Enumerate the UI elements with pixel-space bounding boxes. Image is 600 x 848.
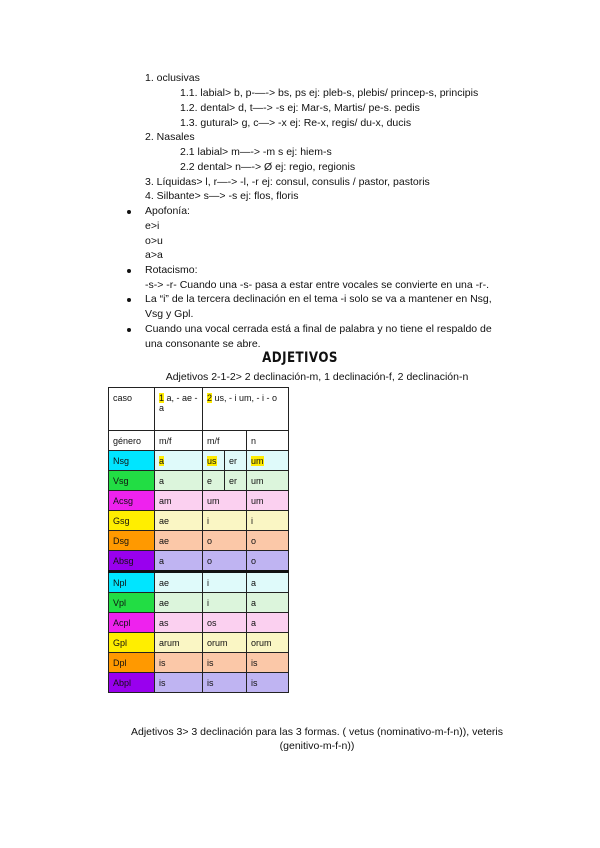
table-row (109, 593, 289, 613)
rotacismo-text: -s-> -r- Cuando una -s- pasa a estar entre vocales se convierte en una -r-. (145, 279, 490, 291)
cell-text: Abpl (113, 677, 132, 688)
table-cell (203, 451, 225, 471)
cell-text: ae (159, 515, 170, 526)
cell-text: i (251, 515, 253, 526)
outline-nasales: 2. Nasales (145, 131, 195, 143)
cell-text: orum (251, 637, 272, 648)
table-row (109, 572, 289, 593)
cell-text: a (251, 617, 257, 628)
cell-text: um (251, 495, 264, 506)
header-number: 1 (159, 393, 165, 403)
table-cell (155, 471, 203, 491)
case-label (109, 551, 155, 572)
table-row (109, 511, 289, 531)
cell-text: Gpl (113, 637, 128, 648)
section-subtitle: Adjetivos 2-1-2> 2 declinación-m, 1 declinación-f, 2 declinación-n (165, 371, 469, 383)
table-cell (247, 491, 289, 511)
table-cell (203, 491, 247, 511)
table-cell (247, 653, 289, 673)
cell-text: Gsg (113, 515, 130, 526)
table-cell (247, 593, 289, 613)
table-row (109, 653, 289, 673)
rotacismo-label: Rotacismo: (145, 264, 198, 276)
table-cell (203, 572, 247, 593)
cell-text: is (251, 677, 258, 688)
table-row (109, 451, 289, 471)
cell-text: ae (159, 535, 170, 546)
case-label (109, 653, 155, 673)
footer-line1: Adjetivos 3> 3 declinación para las 3 formas. ( vetus (nominativo-m-f-n)), veteris (130, 726, 504, 738)
outline-gutural: 1.3. gutural> g, c—> -x ej: Re-x, regis/ du-x, ducis (180, 117, 412, 129)
cell-text: us (207, 455, 217, 466)
table-cell (203, 511, 247, 531)
bullet-icon (127, 269, 131, 273)
table-row (109, 613, 289, 633)
table-cell (155, 531, 203, 551)
cell-text: a (251, 577, 257, 588)
cell-text: Dsg (113, 535, 130, 546)
cell-text: a (159, 475, 165, 486)
bullet-icon (127, 328, 131, 332)
table-cell (247, 551, 289, 572)
case-label (109, 471, 155, 491)
cell-text: as (159, 617, 169, 628)
section-title: ADJETIVOS (262, 350, 338, 366)
cell-text: a (159, 555, 165, 566)
table-cell (155, 572, 203, 593)
case-label (109, 491, 155, 511)
table-cell (247, 673, 289, 693)
table-cell (155, 633, 203, 653)
outline-oclusivas: 1. oclusivas (145, 72, 200, 84)
cell-text: er (229, 475, 238, 486)
genero-row (109, 431, 289, 451)
table-cell (247, 613, 289, 633)
cell-text: i (207, 515, 209, 526)
cell-text: ae (159, 597, 170, 608)
table-cell (247, 531, 289, 551)
declension-table (108, 387, 289, 693)
table-cell (203, 673, 247, 693)
table-header-row (109, 388, 289, 431)
table-cell (155, 451, 203, 471)
cell-text: is (159, 677, 166, 688)
cell-text: Nsg (113, 455, 130, 466)
cell-text: arum (159, 637, 180, 648)
cell-text: o (251, 555, 257, 566)
table-row (109, 551, 289, 572)
table-cell (203, 551, 247, 572)
header-second-declension (203, 388, 289, 431)
table-cell (203, 653, 247, 673)
table-row (109, 633, 289, 653)
table-cell (247, 633, 289, 653)
cell-text: Dpl (113, 657, 127, 668)
case-label (109, 572, 155, 593)
table-cell (203, 613, 247, 633)
cell-text: is (207, 677, 214, 688)
table-cell (155, 653, 203, 673)
header-first-declension (155, 388, 203, 431)
cell-text: Acpl (113, 617, 131, 628)
cell-text: i (207, 597, 209, 608)
table-row (109, 531, 289, 551)
table-cell (225, 451, 247, 471)
table-cell (155, 593, 203, 613)
outline-nasal-dental: 2.2 dental> n—-> Ø ej: regio, regionis (180, 161, 356, 173)
table-row (109, 471, 289, 491)
cell-text: Vsg (113, 475, 129, 486)
cell-text: i (207, 577, 209, 588)
cell-text: Absg (113, 555, 134, 566)
bullet-i-line1: La “i” de la tercera declinación en el tema -i solo se va a mantener en Nsg, (145, 293, 492, 305)
cell-text: is (251, 657, 258, 668)
cell-text: o (207, 535, 213, 546)
cell-text: um (207, 495, 220, 506)
table-cell (203, 633, 247, 653)
case-label (109, 593, 155, 613)
cell-text: um (251, 455, 264, 466)
table-cell (155, 673, 203, 693)
outline-silbante: 4. Silbante> s—> -s ej: flos, floris (145, 190, 299, 202)
apofonia-label: Apofonía: (145, 205, 190, 217)
case-label (109, 633, 155, 653)
cell-text: um (251, 475, 264, 486)
cell-text: os (207, 617, 217, 628)
cell-text: o (251, 535, 257, 546)
cell-text: ae (159, 577, 170, 588)
outline-liquidas: 3. Líquidas> l, r—-> -l, -r ej: consul, consulis / pastor, pastoris (145, 176, 430, 188)
cell-text: orum (207, 637, 228, 648)
cell-text: Npl (113, 577, 127, 588)
footer-line2: (genitivo-m-f-n)) (279, 740, 355, 752)
cell-text: Vpl (113, 597, 127, 608)
cell-text: am (159, 495, 172, 506)
apofonia-item: e>i (145, 220, 160, 232)
table-cell (203, 471, 225, 491)
header-number: 2 (207, 393, 213, 403)
cell-text: a (251, 597, 257, 608)
case-label (109, 511, 155, 531)
genero-mf: m/f (203, 431, 247, 451)
genero-mf: m/f (155, 431, 203, 451)
bullet-i-line2: Vsg y Gpl. (145, 308, 194, 320)
table-cell (247, 572, 289, 593)
table-cell (225, 471, 247, 491)
cell-text: o (207, 555, 213, 566)
bullet-icon (127, 210, 131, 214)
table-cell (155, 511, 203, 531)
cell-text: e (207, 475, 213, 486)
header-caso: caso (109, 388, 155, 431)
table-cell (203, 593, 247, 613)
table-cell (155, 551, 203, 572)
table-cell (155, 491, 203, 511)
apofonia-item: a>a (145, 249, 163, 261)
outline-dental: 1.2. dental> d, t—-> -s ej: Mar-s, Martis/ pe-s. pedis (180, 102, 420, 114)
cell-text: er (229, 455, 238, 466)
apofonia-item: o>u (145, 235, 163, 247)
header-endings: a, - ae - a (159, 393, 198, 413)
table-cell (203, 531, 247, 551)
case-label (109, 531, 155, 551)
outline-labial: 1.1. labial> b, p-—-> bs, ps ej: pleb-s, plebis/ princep-s, principis (180, 87, 479, 99)
case-label (109, 451, 155, 471)
outline-nasal-labial: 2.1 labial> m—-> -m s ej: hiem-s (180, 146, 332, 158)
table-cell (247, 471, 289, 491)
table-cell (247, 511, 289, 531)
case-label (109, 673, 155, 693)
table-cell (155, 613, 203, 633)
genero-label: género (109, 431, 155, 451)
table-row (109, 491, 289, 511)
header-endings: us, - i um, - i - o (212, 393, 278, 403)
cell-text: a (159, 455, 165, 466)
bullet-icon (127, 298, 131, 302)
bullet-vocal-line2: una consonante se abre. (145, 338, 261, 350)
bullet-vocal-line1: Cuando una vocal cerrada está a final de palabra y no tiene el respaldo de (145, 323, 492, 335)
cell-text: is (207, 657, 214, 668)
cell-text: is (159, 657, 166, 668)
table-cell (247, 451, 289, 471)
table-row (109, 673, 289, 693)
case-label (109, 613, 155, 633)
genero-n: n (247, 431, 289, 451)
cell-text: Acsg (113, 495, 134, 506)
